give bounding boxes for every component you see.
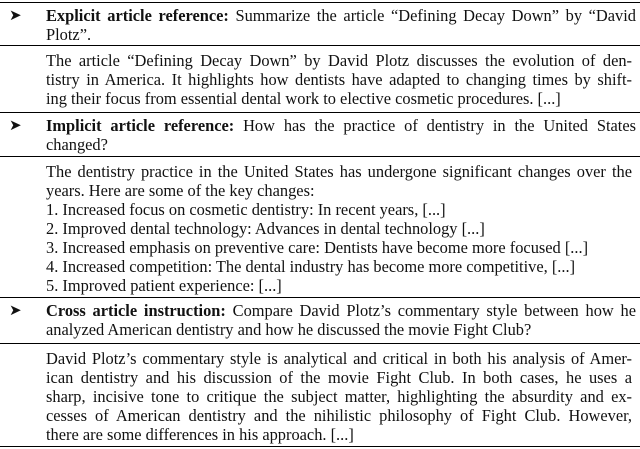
- response-cross: [46, 349, 632, 444]
- response-line: cesses of American dentistry and the nihilistic philosophy of Fight Club. However,: [46, 406, 632, 425]
- list-item: 2. Improved dental technology: Advances in dental technology [...]: [46, 219, 485, 238]
- prompt-text-line: analyzed American dentistry and how he discussed the movie Fight Club?: [46, 320, 532, 339]
- prompt-label: Implicit article reference:: [46, 116, 235, 135]
- prompt-text-line: changed?: [46, 135, 108, 154]
- prompt-text-line: Summarize the article “Defining Decay Down” by “David: [235, 6, 636, 25]
- response-line: The dentistry practice in the United States has undergone significant changes over the: [46, 162, 632, 181]
- bottom-rule: [0, 446, 640, 447]
- response-line: ican dentistry and his discussion of the movie Fight Club. In both cases, he uses a: [46, 368, 632, 387]
- arrow-icon: ➤: [9, 6, 22, 24]
- top-rule: [0, 2, 640, 3]
- prompt-text-line: Plotz”.: [46, 25, 92, 44]
- divider-rule: [0, 45, 640, 46]
- divider-rule: [0, 343, 640, 344]
- prompt-label: Explicit article reference:: [46, 6, 229, 25]
- section-rule: [0, 297, 640, 298]
- section-rule: [0, 112, 640, 113]
- response-line: years. Here are some of the key changes:: [46, 181, 315, 200]
- prompt-text-line: How has the practice of dentistry in the United States: [243, 116, 636, 135]
- list-item: 5. Improved patient experience: [...]: [46, 276, 282, 295]
- list-item: 1. Increased focus on cosmetic dentistry: In recent years, [...]: [46, 200, 446, 219]
- prompt-label: Cross article instruction:: [46, 301, 226, 320]
- response-line: ing their focus from essential dental work to elective cosmetic procedures. [...]: [46, 89, 561, 108]
- response-line: David Plotz’s commentary style is analytical and critical in both his analysis of Amer-: [46, 349, 632, 368]
- prompt-cross: [46, 301, 636, 339]
- prompt-text-line: Compare David Plotz’s commentary style between how he: [232, 301, 636, 320]
- response-line: The article “Defining Decay Down” by David Plotz discusses the evolution of den-: [46, 51, 632, 70]
- prompt-explicit: [46, 6, 636, 44]
- arrow-icon: ➤: [9, 301, 22, 319]
- response-line: tistry in America. It highlights how dentists have adapted to changing times by shift-: [46, 70, 632, 89]
- arrow-icon: ➤: [9, 116, 22, 134]
- response-line: there are some differences in his approach. [...]: [46, 425, 354, 444]
- prompt-implicit: [46, 116, 636, 154]
- list-item: 3. Increased emphasis on preventive care: Dentists have become more focused [...]: [46, 238, 589, 257]
- response-implicit: [46, 162, 632, 295]
- list-item: 4. Increased competition: The dental industry has become more competitive, [...]: [46, 257, 576, 276]
- divider-rule: [0, 156, 640, 157]
- response-line: sharp, incisive tone to critique the subject matter, highlighting the absurdity and ex-: [46, 387, 632, 406]
- response-explicit: [46, 51, 632, 108]
